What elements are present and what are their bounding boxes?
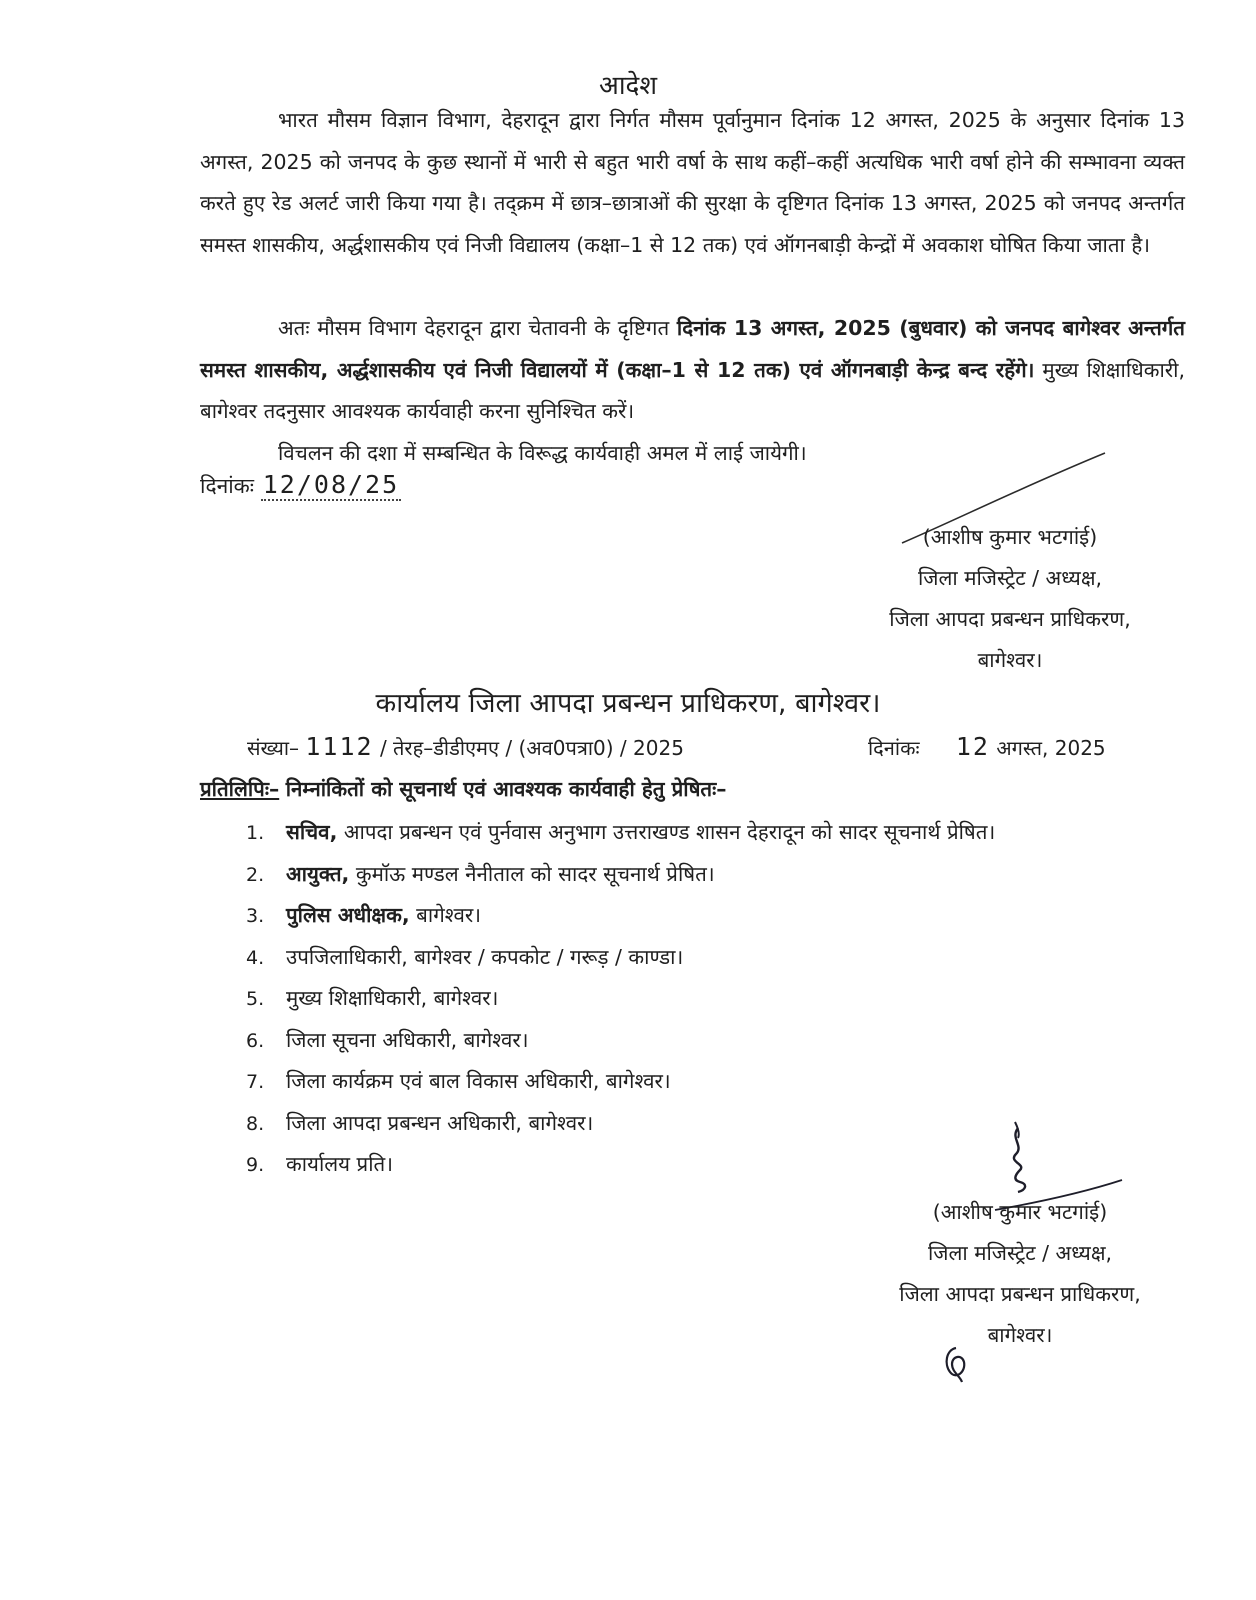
list-item: 5. मुख्य शिक्षाधिकारी, बागेश्वर। xyxy=(246,986,499,1010)
signatory-name: (आशीष कुमार भटगांई) xyxy=(932,1200,1108,1224)
reference-date-rest: अगस्त, 2025 xyxy=(996,736,1106,760)
signatory-designation: जिला मजिस्ट्रेट / अध्यक्ष, xyxy=(927,1241,1113,1265)
signature-block-1 xyxy=(830,517,1190,681)
order-paragraph-2-lead: अतः मौसम विभाग देहरादून द्वारा चेतावनी के दृष्टिगत xyxy=(278,316,677,340)
reference-code: / तेरह–डीडीएमए / (अव0पत्रा0) / 2025 xyxy=(379,736,684,760)
order-paragraph-2-bold: दिनांक 13 अगस्त, 2025 (बुधवार) को जनपद बागेश्वर अन्तर्गत समस्त शासकीय, अर्द्धशासकीय एवं निजी विद्यालयों में (कक्षा–1 से 12 तक) एवं ऑगनबाड़ी केन्द्र बन्द रहेंगे। xyxy=(200,316,1185,382)
signatory-authority: जिला आपदा प्रबन्धन प्राधिकरण, xyxy=(889,607,1131,631)
copy-intro: निम्नांकितों को सूचनार्थ एवं आवश्यक कार्यवाही हेतु प्रेषितः– xyxy=(285,777,727,801)
reference-handwritten-number: 1112 xyxy=(305,732,374,761)
list-item: 2. आयुक्त, कुमॉऊ मण्डल नैनीताल को सादर सूचनार्थ प्रेषित। xyxy=(246,861,715,886)
signatory-place: बागेश्वर। xyxy=(987,1323,1053,1347)
list-item: 9. कार्यालय प्रति। xyxy=(246,1152,393,1176)
list-item: 4. उपजिलाधिकारी, बागेश्वर / कपकोट / गरूड़ / काण्डा। xyxy=(246,944,684,969)
initials-mark xyxy=(938,1342,974,1384)
signature-block-2 xyxy=(840,1192,1200,1356)
reference-date-day: 12 xyxy=(955,732,990,761)
signatory-authority: जिला आपदा प्रबन्धन प्राधिकरण, xyxy=(899,1282,1141,1306)
signatory-place: बागेश्वर। xyxy=(977,648,1043,672)
order-paragraph-3: विचलन की दशा में सम्बन्धित के विरूद्ध कार्यवाही अमल में लाई जायेगी। xyxy=(278,441,807,465)
order-paragraph-2-tail: मुख्य शिक्षाधिकारी, बागेश्वर तदनुसार आवश्यक कार्यवाही करना सुनिश्चित करें। xyxy=(200,357,1185,423)
copy-label: प्रतिलिपिः– xyxy=(200,777,280,801)
list-item: 6. जिला सूचना अधिकारी, बागेश्वर। xyxy=(246,1027,529,1052)
reference-date-label: दिनांकः xyxy=(868,736,920,760)
reference-label: संख्या– xyxy=(247,736,299,760)
order-title: आदेश xyxy=(598,71,658,101)
list-item: 1. सचिव, आपदा प्रबन्धन एवं पुर्नवास अनुभाग उत्तराखण्ड शासन देहरादून को सादर सूचनार्थ प्रेषित। xyxy=(246,820,996,844)
copy-recipient-list xyxy=(246,812,995,1186)
reference-number xyxy=(247,732,684,761)
list-item: 3. पुलिस अधीक्षक, बागेश्वर। xyxy=(246,903,481,927)
reference-date xyxy=(868,732,1106,761)
office-heading: कार्यालय जिला आपदा प्रबन्धन प्राधिकरण, बागेश्वर। xyxy=(375,688,881,719)
order-date xyxy=(200,470,401,500)
list-item: 7. जिला कार्यक्रम एवं बाल विकास अधिकारी, बागेश्वर। xyxy=(246,1069,671,1093)
copy-heading xyxy=(200,775,727,803)
order-date-label: दिनांकः xyxy=(200,474,255,498)
order-date-value: 12/08/25 xyxy=(262,470,400,499)
signatory-name: (आशीष कुमार भटगांई) xyxy=(922,525,1098,549)
order-paragraph-2 xyxy=(200,308,1185,433)
order-paragraph-1: भारत मौसम विज्ञान विभाग, देहरादून द्वारा निर्गत मौसम पूर्वानुमान दिनांक 12 अगस्त, 2025 के अनुसार दिनांक 13 अगस्त, 2025 को जनपद के कुछ स्थानों में भारी से बहुत भारी वर्षा के साथ कहीं–कहीं अत्यधिक भारी वर्षा होने की सम्भावना व्यक्त करते हुए रेड अलर्ट जारी किया गया है। तद्क्रम में छात्र–छात्राओं की सुरक्षा के दृष्टिगत दिनांक 13 अगस्त, 2025 को जनपद अन्तर्गत समस्त शासकीय, अर्द्धशासकीय एवं निजी विद्यालय (कक्षा–1 से 12 तक) एवं ऑगनबाड़ी केन्द्रों में अवकाश घोषित किया जाता है। xyxy=(200,108,1185,257)
signatory-designation: जिला मजिस्ट्रेट / अध्यक्ष, xyxy=(917,566,1103,590)
list-item: 8. जिला आपदा प्रबन्धन अधिकारी, बागेश्वर। xyxy=(246,1110,594,1135)
